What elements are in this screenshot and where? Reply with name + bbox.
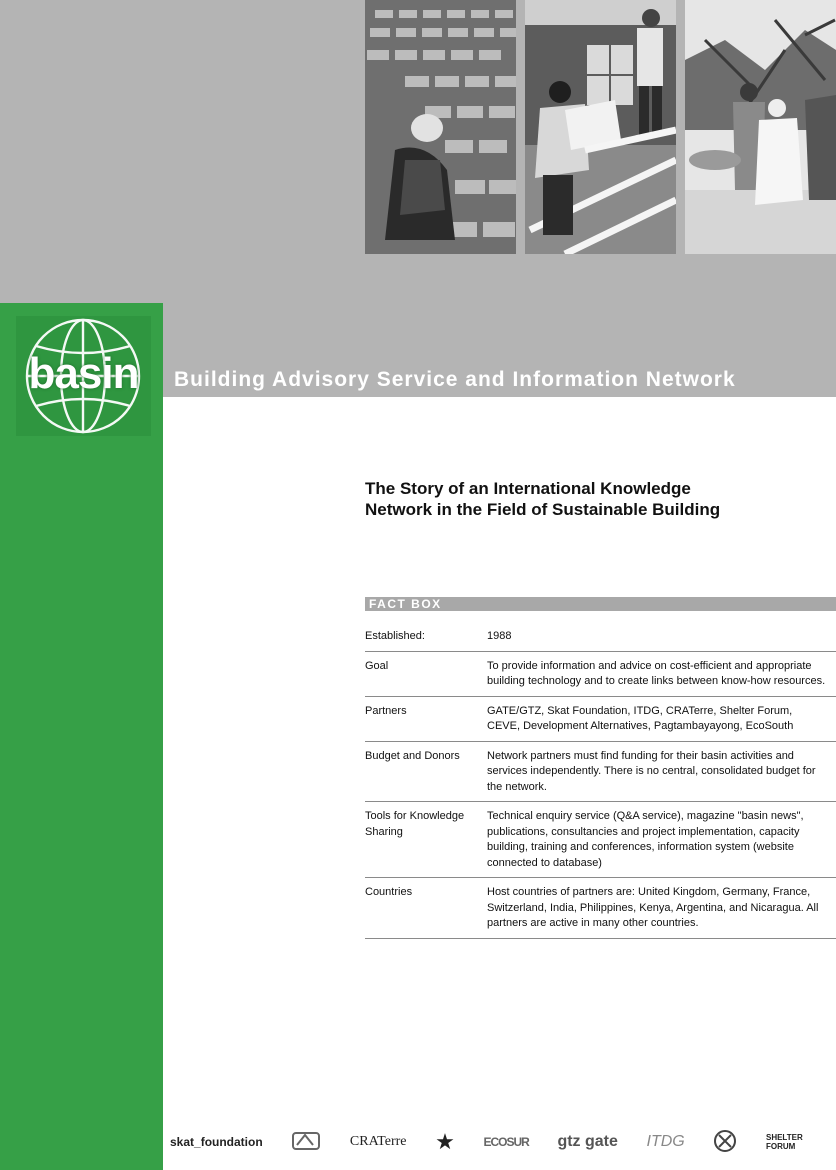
- fact-value: GATE/GTZ, Skat Foundation, ITDG, CRATerre, Shelter Forum, CEVE, Development Alternatives, Pagtambayayong, EcoSouth: [487, 704, 794, 732]
- fact-value: Technical enquiry service (Q&A service), magazine "basin news", publications, consultancies and project implementation, capacity building, training and conferences, information system (website connected to database): [487, 810, 804, 869]
- skat-foundation-logo: skat_foundation: [170, 1135, 263, 1149]
- fact-row-established: [365, 629, 836, 652]
- logo-wordmark: basin: [28, 349, 139, 398]
- fact-row-budget: [365, 749, 836, 803]
- gtz-gate-logo: gtz gate: [557, 1133, 618, 1150]
- fact-value: Host countries of partners are: United Kingdom, Germany, France, Switzerland, India, Philippines, Kenya, Argentina, and Nicaragua. All partners are active in many other countries.: [487, 886, 819, 929]
- fact-label: Partners: [365, 704, 407, 717]
- ceve-logo: [291, 1129, 321, 1156]
- disaster-rubble-photo: [685, 0, 836, 254]
- fact-value: 1988: [487, 630, 512, 642]
- craterre-logo: CRATerre: [349, 1134, 407, 1149]
- page-headline: [365, 478, 805, 520]
- fact-value: To provide information and advice on cost-efficient and appropriate building technology and to create links between know-how resources.: [487, 659, 826, 687]
- fact-value: Network partners must find funding for their basin activities and services independently. There is no central, consolidated budget for the network.: [487, 749, 816, 793]
- brick-making-photo: [365, 0, 516, 254]
- fact-label: Established:: [365, 630, 425, 642]
- partner-logos-strip: [170, 1122, 836, 1162]
- fact-row-tools: [365, 809, 836, 878]
- headline-line-2: Network in the Field of Sustainable Building: [365, 500, 721, 519]
- fact-label: Countries: [365, 886, 413, 898]
- ecosouth-logo: ECOSUR: [483, 1135, 529, 1149]
- fact-box-title: FACT BOX: [365, 597, 836, 611]
- basin-logo: [16, 316, 151, 436]
- pagtambayayong-logo: [713, 1129, 737, 1156]
- network-full-name: Building Advisory Service and Information Network: [174, 368, 736, 391]
- fact-row-countries: [365, 885, 836, 939]
- fact-box-table: [365, 629, 836, 946]
- fact-row-goal: [365, 659, 836, 697]
- shelter-forum-logo: SHELTER FORUM: [765, 1133, 803, 1151]
- construction-planning-photo: [525, 0, 676, 254]
- fact-row-partners: [365, 704, 836, 742]
- star-icon: ★: [435, 1129, 455, 1154]
- headline-line-1: The Story of an International Knowledge: [365, 479, 691, 498]
- fact-label: Tools for Knowledge Sharing: [365, 810, 465, 838]
- itdg-logo: ITDG: [646, 1133, 685, 1150]
- fact-label: Goal: [365, 659, 389, 672]
- fact-label: Budget and Donors: [365, 749, 460, 762]
